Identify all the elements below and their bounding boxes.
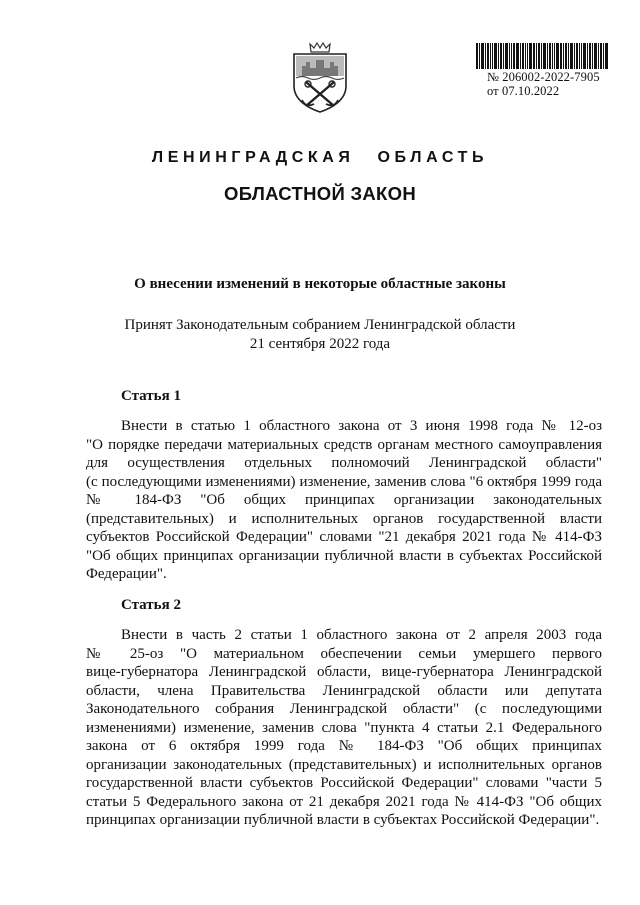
article-1-text (86, 417, 602, 584)
article-2-heading: Статья 2 (121, 597, 181, 613)
adoption-statement (0, 316, 640, 354)
text-line: "Об общих принципах организации публичной власти в субъектах Российской (86, 547, 602, 564)
text-line: Законодательного собрания Ленинградской области" (с последующими (86, 701, 602, 717)
text-line: Внести в часть 2 статьи 1 областного закона от 2 апреля 2003 года (121, 627, 602, 643)
text-line: Федерации". (86, 566, 167, 582)
registration-date: от 07.10.2022 (487, 84, 560, 98)
text-line: изменениями) изменение, заменив слова "пункта 4 статьи 2.1 Федерального (86, 719, 602, 736)
adoption-date: 21 сентября 2022 года (249, 336, 391, 352)
text-line: "О порядке передачи материальных средств органам местного самоуправления (86, 436, 602, 453)
text-line: принципах организации публичной власти в субъектах Российской Федерации". (86, 812, 600, 828)
article-2-text (86, 626, 602, 830)
text-line: (с последующими изменениями) изменение, заменив слова "6 октября 1999 года (86, 473, 602, 490)
text-line: для осуществления отдельных полномочий Ленинградской области" (86, 455, 602, 471)
coat-of-arms-emblem (288, 42, 352, 114)
text-line: области, члена Правительства Ленинградской области или депутата (86, 682, 602, 699)
text-line: вице-губернатора Ленинградской области, вице-губернатора Ленинградской (86, 664, 602, 680)
text-line: № 184-ФЗ "Об общих принципах организации законодательных (86, 492, 602, 508)
registration-info (487, 70, 600, 98)
law-title: О внесении изменений в некоторые областные законы (134, 276, 506, 292)
text-line: государственной власти субъектов Российской Федерации" словами "части 5 (86, 775, 602, 791)
region-heading: ЛЕНИНГРАДСКАЯ ОБЛАСТЬ (151, 149, 489, 166)
text-line: статьи 5 Федерального закона от 21 декабря 2021 года № 414-ФЗ "Об общих (86, 793, 602, 810)
barcode (476, 43, 608, 69)
registration-number: № 206002-2022-7905 (487, 70, 600, 84)
text-line: № 25-оз "О материальном обеспечении семьи умершего первого (86, 645, 602, 662)
law-type-heading: ОБЛАСТНОЙ ЗАКОН (224, 183, 416, 204)
article-1-heading: Статья 1 (121, 388, 181, 404)
text-line: Внести в статью 1 областного закона от 3 июня 1998 года № 12-оз (121, 418, 602, 434)
text-line: организации законодательных (представительных) и исполнительных органов (86, 756, 602, 773)
text-line: закона от 6 октября 1999 года № 184-ФЗ "Об общих принципах (86, 738, 602, 754)
adoption-line: Принят Законодательным собранием Ленинградской области (124, 317, 516, 333)
text-line: субъектов Российской Федерации" словами "21 декабря 2021 года № 414-ФЗ (86, 529, 602, 545)
text-line: (представительных) и исполнительных органов государственной власти (86, 510, 602, 527)
